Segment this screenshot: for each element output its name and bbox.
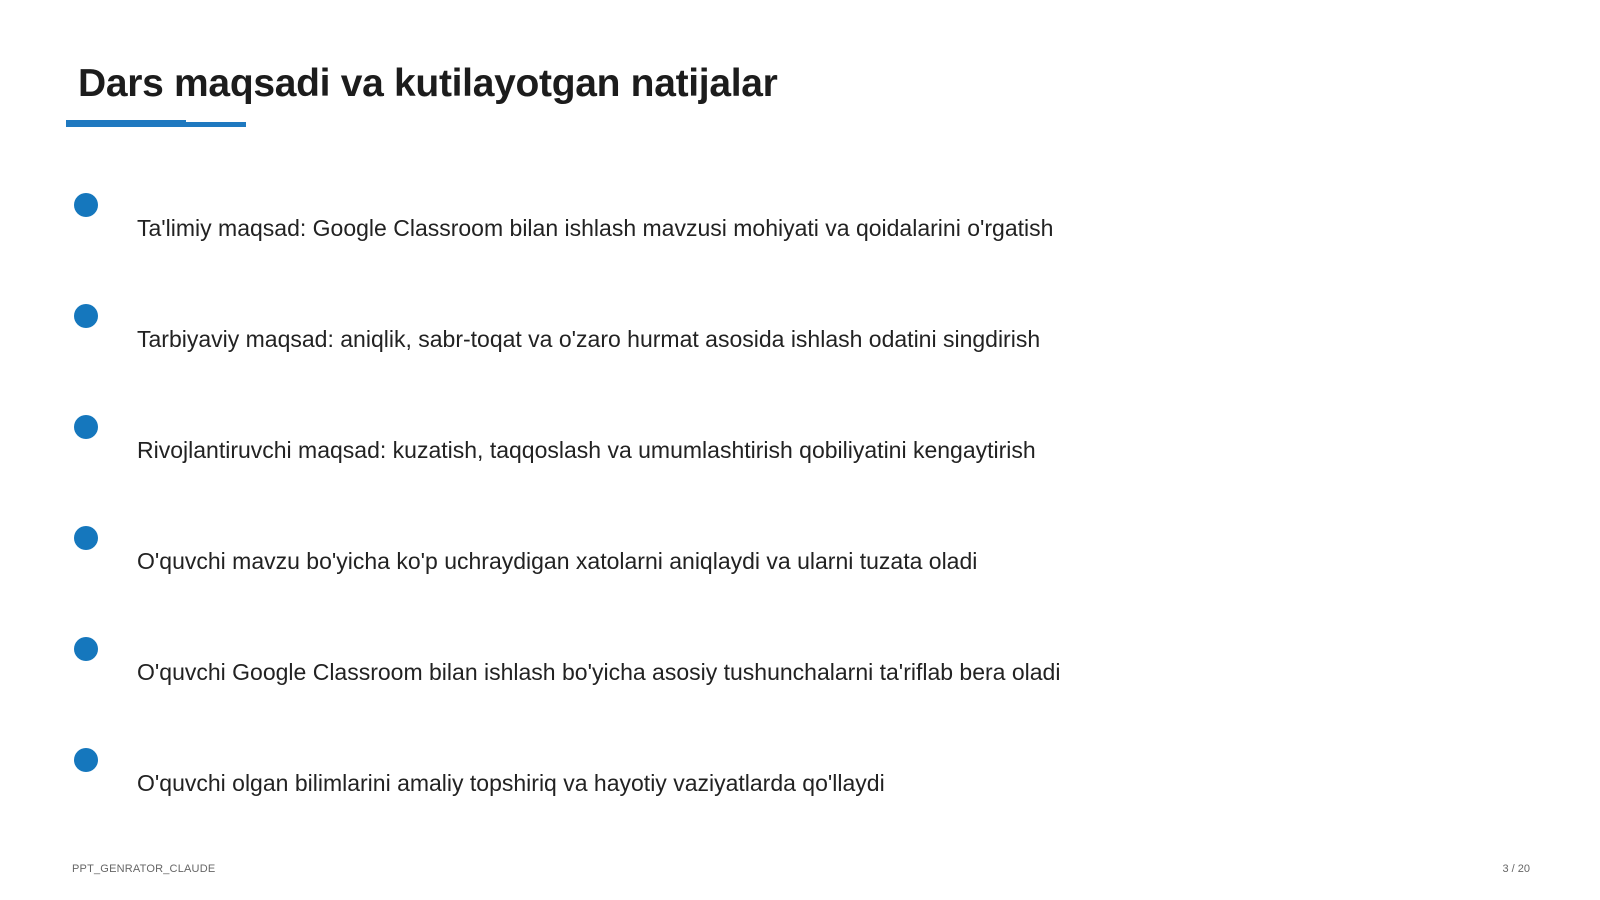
bullet-dot-icon bbox=[74, 304, 98, 328]
bullet-text: Ta'limiy maqsad: Google Classroom bilan ishlash mavzusi mohiyati va qoidalarini o'rgatish bbox=[137, 215, 1054, 241]
list-item bbox=[0, 526, 1600, 586]
bullet-dot-icon bbox=[74, 193, 98, 217]
list-item bbox=[0, 415, 1600, 475]
list-item bbox=[0, 193, 1600, 253]
bullet-dot-icon bbox=[74, 637, 98, 661]
footer-source-label: PPT_GENRATOR_CLAUDE bbox=[72, 863, 216, 875]
slide-title: Dars maqsadi va kutilayotgan natijalar bbox=[78, 62, 778, 105]
bullet-dot-icon bbox=[74, 415, 98, 439]
list-item bbox=[0, 304, 1600, 364]
bullet-text: O'quvchi mavzu bo'yicha ko'p uchraydigan xatolarni aniqlaydi va ularni tuzata oladi bbox=[137, 548, 978, 574]
bullet-text: O'quvchi Google Classroom bilan ishlash bo'yicha asosiy tushunchalarni ta'riflab bera oladi bbox=[137, 659, 1061, 685]
bullet-dot-icon bbox=[74, 748, 98, 772]
page-indicator: 3 / 20 bbox=[1502, 863, 1530, 875]
list-item bbox=[0, 748, 1600, 808]
bullet-text: Rivojlantiruvchi maqsad: kuzatish, taqqoslash va umumlashtirish qobiliyatini kengaytirish bbox=[137, 437, 1036, 463]
list-item bbox=[0, 637, 1600, 697]
bullet-text: Tarbiyaviy maqsad: aniqlik, sabr-toqat va o'zaro hurmat asosida ishlash odatini singdirish bbox=[137, 326, 1041, 352]
bullet-dot-icon bbox=[74, 526, 98, 550]
bullet-text: O'quvchi olgan bilimlarini amaliy topshiriq va hayotiy vaziyatlarda qo'llaydi bbox=[137, 770, 885, 796]
